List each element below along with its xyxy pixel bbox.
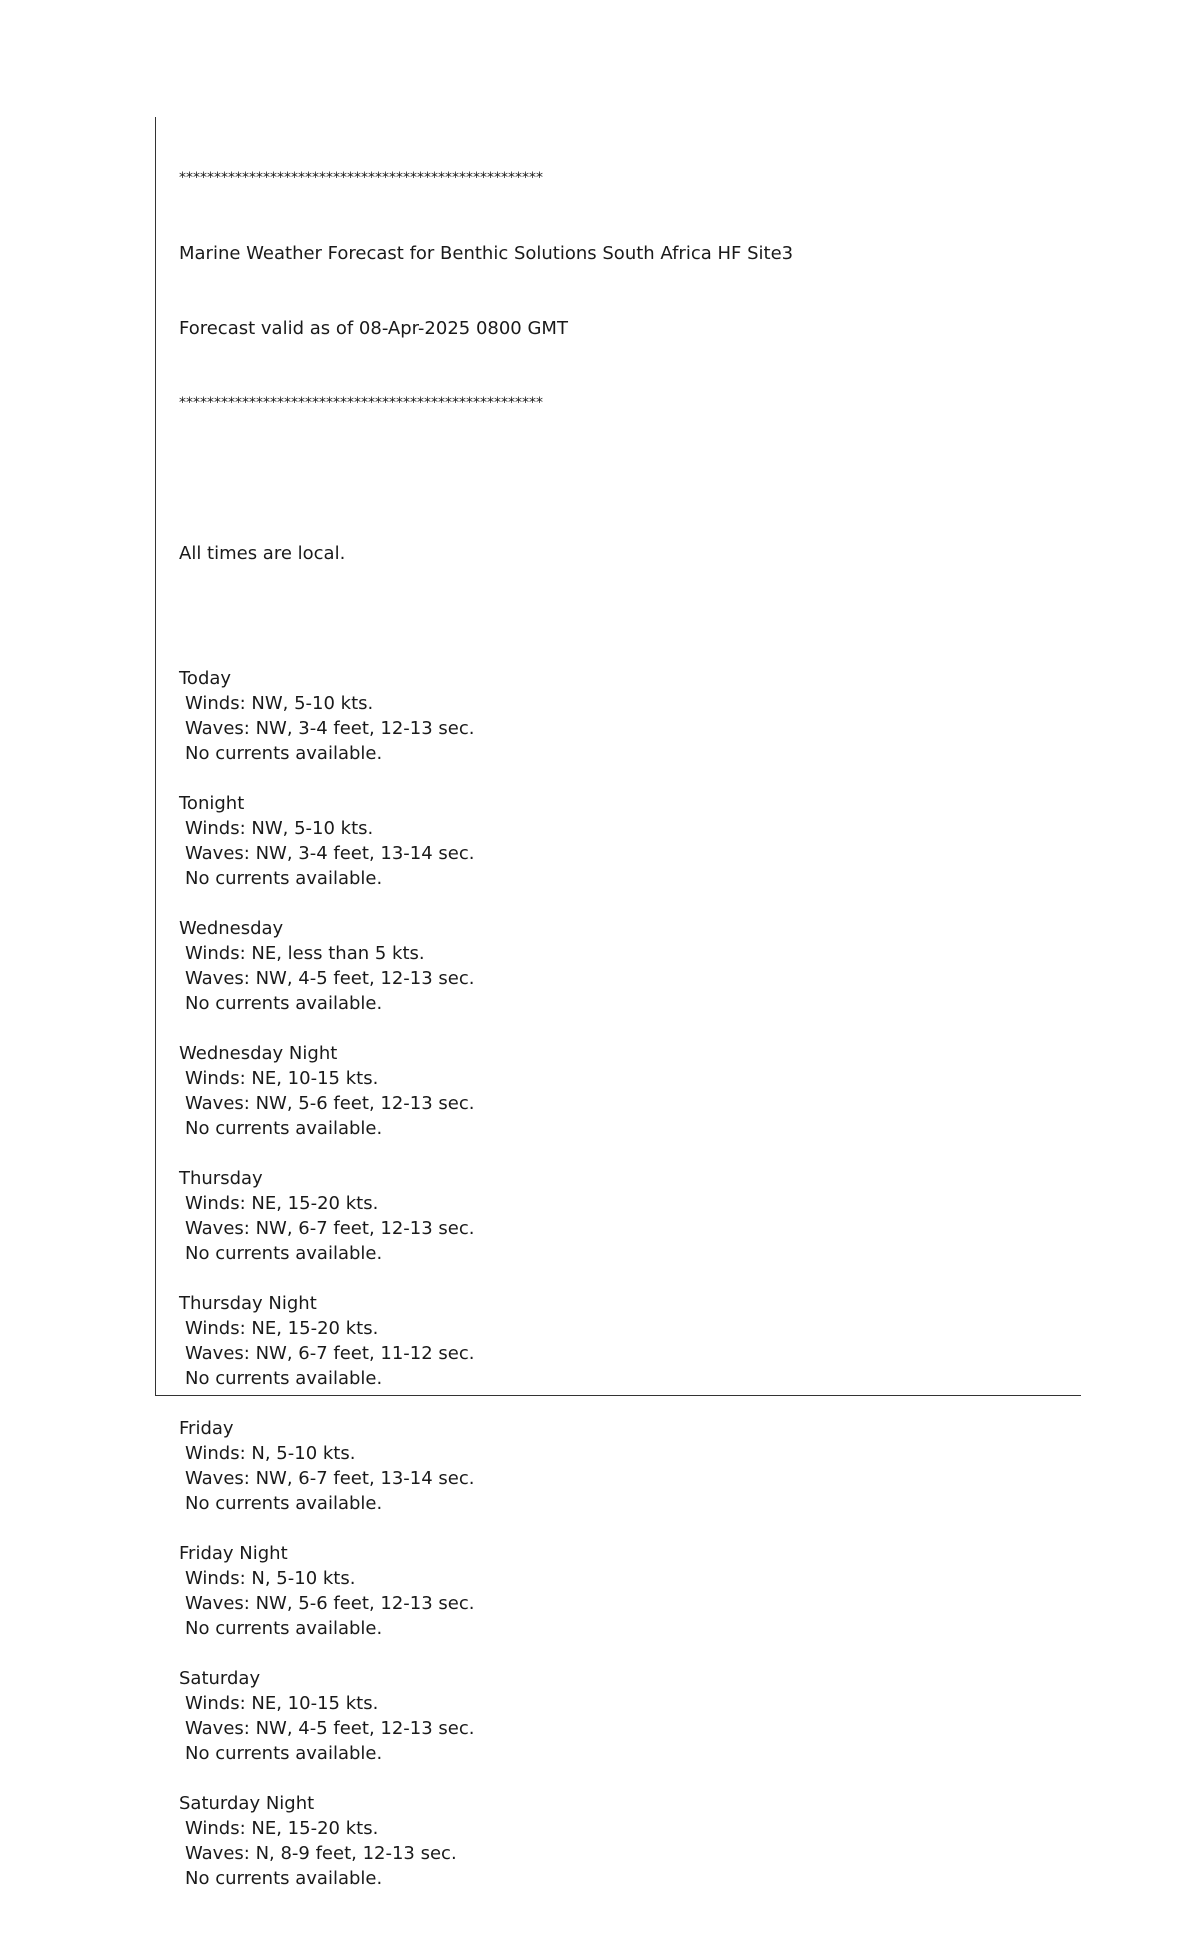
period-currents: No currents available. — [185, 1493, 383, 1514]
period-waves: Waves: NW, 3-4 feet, 12-13 sec. — [185, 718, 475, 739]
forecast-period — [179, 1516, 1059, 1641]
period-winds: Winds: NE, less than 5 kts. — [185, 943, 425, 964]
period-waves: Waves: NW, 5-6 feet, 12-13 sec. — [185, 1593, 475, 1614]
period-name: Today — [179, 668, 232, 689]
forecast-valid: Forecast valid as of 08-Apr-2025 0800 GMT — [179, 318, 568, 339]
forecast-period — [179, 1266, 1059, 1391]
period-winds: Winds: NE, 15-20 kts. — [185, 1818, 379, 1839]
period-currents: No currents available. — [185, 1118, 383, 1139]
period-winds: Winds: N, 5-10 kts. — [185, 1568, 356, 1589]
forecast-period — [179, 1766, 1059, 1891]
period-waves: Waves: NW, 6-7 feet, 12-13 sec. — [185, 1218, 475, 1239]
blank-line — [179, 466, 1059, 491]
forecast-period — [179, 1016, 1059, 1141]
period-waves: Waves: NW, 6-7 feet, 13-14 sec. — [185, 1468, 475, 1489]
period-currents: No currents available. — [185, 1868, 383, 1889]
period-currents: No currents available. — [185, 868, 383, 889]
period-name: Friday Night — [179, 1543, 288, 1564]
blank-line — [179, 891, 1059, 916]
period-winds: Winds: NE, 10-15 kts. — [185, 1068, 379, 1089]
period-winds: Winds: NW, 5-10 kts. — [185, 818, 374, 839]
forecast-period — [179, 1641, 1059, 1766]
period-waves: Waves: NW, 4-5 feet, 12-13 sec. — [185, 968, 475, 989]
forecast-text — [179, 116, 1059, 1941]
blank-line — [179, 1641, 1059, 1666]
blank-line — [179, 1391, 1059, 1416]
blank-line — [179, 766, 1059, 791]
blank-line — [179, 641, 1059, 666]
period-winds: Winds: NW, 5-10 kts. — [185, 693, 374, 714]
period-currents: No currents available. — [185, 1243, 383, 1264]
period-name: Saturday Night — [179, 1793, 315, 1814]
forecast-period — [179, 1391, 1059, 1516]
period-name: Tonight — [179, 793, 245, 814]
period-currents: No currents available. — [185, 1618, 383, 1639]
blank-line — [179, 1141, 1059, 1166]
period-currents: No currents available. — [185, 993, 383, 1014]
period-currents: No currents available. — [185, 1368, 383, 1389]
period-waves: Waves: N, 8-9 feet, 12-13 sec. — [185, 1843, 457, 1864]
blank-line — [179, 1016, 1059, 1041]
period-winds: Winds: NE, 15-20 kts. — [185, 1318, 379, 1339]
blank-line — [179, 1516, 1059, 1541]
blank-line — [179, 1266, 1059, 1291]
period-name: Friday — [179, 1418, 234, 1439]
period-waves: Waves: NW, 6-7 feet, 11-12 sec. — [185, 1343, 475, 1364]
forecast-period — [179, 641, 1059, 766]
period-waves: Waves: NW, 5-6 feet, 12-13 sec. — [185, 1093, 475, 1114]
separator-top: **************************************************** — [179, 170, 543, 186]
period-winds: Winds: N, 5-10 kts. — [185, 1443, 356, 1464]
period-waves: Waves: NW, 3-4 feet, 13-14 sec. — [185, 843, 475, 864]
period-waves: Waves: NW, 4-5 feet, 12-13 sec. — [185, 1718, 475, 1739]
blank-line — [179, 1766, 1059, 1791]
period-winds: Winds: NE, 15-20 kts. — [185, 1193, 379, 1214]
forecast-period — [179, 891, 1059, 1016]
forecast-periods — [179, 641, 1059, 1891]
forecast-period — [179, 766, 1059, 891]
left-margin-rule — [155, 117, 156, 1396]
period-name: Thursday Night — [179, 1293, 317, 1314]
period-currents: No currents available. — [185, 1743, 383, 1764]
period-name: Thursday — [179, 1168, 263, 1189]
period-name: Saturday — [179, 1668, 261, 1689]
forecast-period — [179, 1141, 1059, 1266]
period-name: Wednesday Night — [179, 1043, 338, 1064]
period-winds: Winds: NE, 10-15 kts. — [185, 1693, 379, 1714]
forecast-title: Marine Weather Forecast for Benthic Solutions South Africa HF Site3 — [179, 243, 794, 264]
period-name: Wednesday — [179, 918, 284, 939]
period-currents: No currents available. — [185, 743, 383, 764]
separator-bottom: **************************************************** — [179, 395, 543, 411]
times-note: All times are local. — [179, 543, 346, 564]
